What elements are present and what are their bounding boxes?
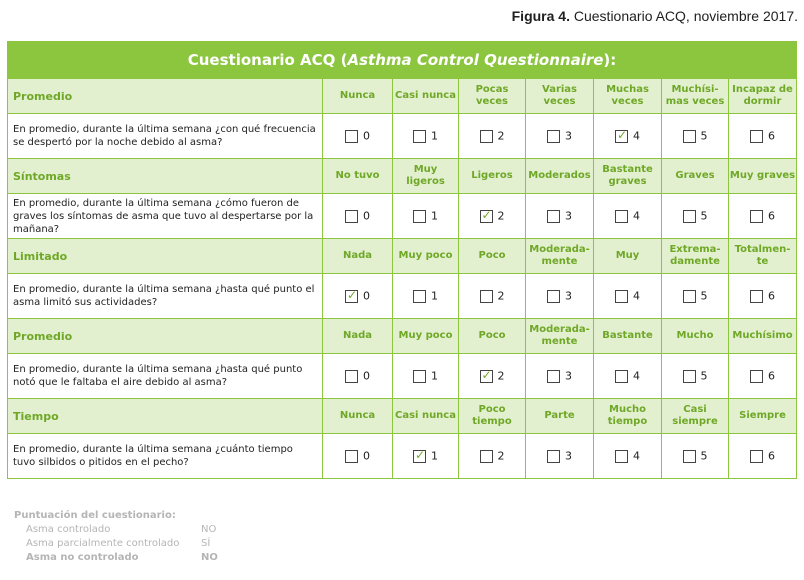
checked-checkbox[interactable] xyxy=(480,367,493,383)
checkbox[interactable] xyxy=(750,210,763,223)
answer-number: 1 xyxy=(431,449,438,463)
checkmark-icon: ✓ xyxy=(347,287,358,302)
option-label: Moderada-mente xyxy=(526,319,594,354)
answer-number: 1 xyxy=(431,129,438,143)
answer-number: 3 xyxy=(565,449,572,463)
answer-number: 3 xyxy=(565,369,572,383)
option-label: Incapaz de dormir xyxy=(729,79,797,114)
checkbox[interactable] xyxy=(547,370,560,383)
score-summary xyxy=(14,509,218,565)
answer-number: 0 xyxy=(363,289,370,303)
answer-number: 2 xyxy=(497,129,505,143)
option-label: No tuvo xyxy=(323,159,393,194)
answer-cell xyxy=(662,274,729,319)
answer-cell xyxy=(662,434,729,479)
answer-cell xyxy=(729,114,797,159)
option-label: Bastante xyxy=(594,319,662,354)
option-label: Casi nunca xyxy=(393,79,459,114)
question-row xyxy=(8,194,797,239)
checkbox[interactable] xyxy=(345,130,358,143)
score-row xyxy=(14,551,218,565)
question-row xyxy=(8,274,797,319)
option-label: Muy poco xyxy=(393,239,459,274)
answer-cell xyxy=(594,194,662,239)
answer-number: 4 xyxy=(633,289,640,303)
section-header-row xyxy=(8,319,797,354)
option-label: Pocas veces xyxy=(459,79,526,114)
option-label: Poco xyxy=(459,319,526,354)
answer-number: 0 xyxy=(363,209,370,223)
checkbox[interactable] xyxy=(683,450,696,463)
acq-table xyxy=(7,41,797,479)
answer-cell xyxy=(393,114,459,159)
question-row xyxy=(8,114,797,159)
score-row xyxy=(14,523,217,537)
option-label: Graves xyxy=(662,159,729,194)
checkbox[interactable] xyxy=(750,130,763,143)
section-label: Síntomas xyxy=(8,159,323,194)
checkbox[interactable] xyxy=(413,290,426,303)
answer-cell xyxy=(393,194,459,239)
checkbox[interactable] xyxy=(480,290,493,303)
answer-cell xyxy=(729,274,797,319)
option-label: Nada xyxy=(323,319,393,354)
checkbox[interactable] xyxy=(750,290,763,303)
section-label: Promedio xyxy=(8,319,323,354)
question-text: En promedio, durante la última semana ¿hasta qué punto notó que le faltaba el aire debido al asma? xyxy=(8,354,323,399)
answer-cell xyxy=(459,194,526,239)
answer-number: 4 xyxy=(633,209,640,223)
option-label: Parte xyxy=(526,399,594,434)
answer-number: 0 xyxy=(363,129,370,143)
score-value: NO xyxy=(201,524,217,535)
option-label: Moderados xyxy=(526,159,594,194)
section-label: Limitado xyxy=(8,239,323,274)
answer-number: 3 xyxy=(565,289,572,303)
option-label: Bastante graves xyxy=(594,159,662,194)
answer-number: 6 xyxy=(768,209,776,223)
answer-number: 6 xyxy=(768,369,776,383)
answer-number: 0 xyxy=(363,369,370,383)
answer-cell xyxy=(526,274,594,319)
answer-cell xyxy=(459,114,526,159)
answer-number: 4 xyxy=(633,449,640,463)
score-label: Asma controlado xyxy=(26,524,111,535)
checkbox[interactable] xyxy=(547,210,560,223)
checkbox[interactable] xyxy=(547,130,560,143)
answer-cell xyxy=(459,354,526,399)
answer-number: 3 xyxy=(565,209,572,223)
option-label: Nunca xyxy=(323,79,393,114)
section-header-row xyxy=(8,79,797,114)
checkbox[interactable] xyxy=(345,450,358,463)
option-label: Poco xyxy=(459,239,526,274)
option-label: Muchas veces xyxy=(594,79,662,114)
answer-number: 2 xyxy=(497,369,505,383)
table-title-italic: Asthma Control Questionnaire xyxy=(347,51,604,69)
figure-caption xyxy=(512,7,798,25)
option-label: Casi siempre xyxy=(662,399,729,434)
option-label: Casi nunca xyxy=(393,399,459,434)
option-label: Muchísi-mas veces xyxy=(662,79,729,114)
score-value: SÍ xyxy=(201,538,211,549)
answer-cell xyxy=(594,434,662,479)
answer-number: 6 xyxy=(768,129,776,143)
question-row xyxy=(8,434,797,479)
answer-cell xyxy=(662,194,729,239)
checked-checkbox[interactable] xyxy=(345,287,358,303)
answer-cell xyxy=(323,274,393,319)
option-label: Varias veces xyxy=(526,79,594,114)
checkbox[interactable] xyxy=(547,290,560,303)
checkbox[interactable] xyxy=(615,290,628,303)
checkbox[interactable] xyxy=(480,130,493,143)
option-label: Muy graves xyxy=(729,159,797,194)
section-header-row xyxy=(8,159,797,194)
option-label: Totalmen-te xyxy=(729,239,797,274)
checkbox[interactable] xyxy=(413,370,426,383)
question-text: En promedio, durante la última semana ¿hasta qué punto el asma limitó sus actividades? xyxy=(8,274,323,319)
section-label: Promedio xyxy=(8,79,323,114)
answer-number: 0 xyxy=(363,449,370,463)
answer-cell xyxy=(526,434,594,479)
checkmark-icon: ✓ xyxy=(415,447,426,462)
answer-cell xyxy=(459,434,526,479)
answer-cell xyxy=(526,194,594,239)
answer-cell xyxy=(729,434,797,479)
checkbox[interactable] xyxy=(750,450,763,463)
answer-cell xyxy=(393,274,459,319)
answer-number: 5 xyxy=(700,129,708,143)
option-label: Mucho tiempo xyxy=(594,399,662,434)
answer-number: 5 xyxy=(700,209,708,223)
answer-number: 2 xyxy=(497,209,505,223)
checkmark-icon: ✓ xyxy=(481,367,492,382)
section-header-row xyxy=(8,239,797,274)
score-label: Asma parcialmente controlado xyxy=(26,538,180,549)
option-label: Nada xyxy=(323,239,393,274)
checkbox[interactable] xyxy=(345,370,358,383)
checkbox[interactable] xyxy=(615,210,628,223)
question-text: En promedio, durante la última semana ¿con qué frecuencia se despertó por la noche debido al asma? xyxy=(8,114,323,159)
answer-number: 3 xyxy=(565,129,572,143)
checked-checkbox[interactable] xyxy=(480,207,493,223)
answer-cell xyxy=(594,114,662,159)
figure-caption-prefix: Figura 4. xyxy=(511,8,570,24)
score-value: NO xyxy=(201,552,218,563)
checkbox[interactable] xyxy=(413,210,426,223)
answer-cell xyxy=(594,274,662,319)
answer-number: 2 xyxy=(497,289,505,303)
answer-number: 6 xyxy=(768,289,776,303)
answer-cell xyxy=(662,354,729,399)
answer-cell xyxy=(729,354,797,399)
checkbox[interactable] xyxy=(683,130,696,143)
answer-number: 2 xyxy=(497,449,505,463)
answer-cell xyxy=(323,434,393,479)
checkbox[interactable] xyxy=(413,130,426,143)
option-label: Mucho xyxy=(662,319,729,354)
answer-number: 5 xyxy=(700,289,708,303)
answer-cell xyxy=(729,194,797,239)
option-label: Muchísimo xyxy=(729,319,797,354)
answer-cell xyxy=(526,114,594,159)
option-label: Extrema-damente xyxy=(662,239,729,274)
answer-cell xyxy=(594,354,662,399)
answer-cell xyxy=(393,354,459,399)
option-label: Poco tiempo xyxy=(459,399,526,434)
score-row xyxy=(14,537,211,551)
answer-cell xyxy=(323,114,393,159)
checkbox[interactable] xyxy=(547,450,560,463)
answer-cell xyxy=(323,194,393,239)
checkmark-icon: ✓ xyxy=(481,207,492,222)
score-label: Asma no controlado xyxy=(26,552,139,563)
checkbox[interactable] xyxy=(615,450,628,463)
checkbox[interactable] xyxy=(480,450,493,463)
option-label: Muy xyxy=(594,239,662,274)
checkbox[interactable] xyxy=(683,290,696,303)
checkbox[interactable] xyxy=(683,210,696,223)
answer-number: 1 xyxy=(431,369,438,383)
figure-caption-text: Cuestionario ACQ, noviembre 2017. xyxy=(569,8,798,24)
option-label: Nunca xyxy=(323,399,393,434)
answer-number: 4 xyxy=(633,129,640,143)
question-text: En promedio, durante la última semana ¿cuánto tiempo tuvo silbidos o pitidos en el pecho? xyxy=(8,434,323,479)
answer-cell xyxy=(526,354,594,399)
section-label: Tiempo xyxy=(8,399,323,434)
answer-number: 5 xyxy=(700,369,708,383)
checked-checkbox[interactable] xyxy=(413,447,426,463)
score-heading: Puntuación del cuestionario: xyxy=(14,510,176,521)
checkbox[interactable] xyxy=(750,370,763,383)
option-label: Muy poco xyxy=(393,319,459,354)
answer-cell xyxy=(662,114,729,159)
table-title: Cuestionario ACQ (Asthma Control Questionnaire): xyxy=(8,42,797,79)
answer-number: 5 xyxy=(700,449,708,463)
question-text: En promedio, durante la última semana ¿cómo fueron de graves los síntomas de asma que tuvo al despertarse por la mañana? xyxy=(8,194,323,239)
checkbox[interactable] xyxy=(683,370,696,383)
option-label: Ligeros xyxy=(459,159,526,194)
checked-checkbox[interactable] xyxy=(615,127,628,143)
answer-number: 4 xyxy=(633,369,640,383)
answer-cell xyxy=(459,274,526,319)
option-label: Siempre xyxy=(729,399,797,434)
checkmark-icon: ✓ xyxy=(617,127,628,142)
answer-number: 1 xyxy=(431,209,438,223)
question-row xyxy=(8,354,797,399)
checkbox[interactable] xyxy=(615,370,628,383)
option-label: Moderada-mente xyxy=(526,239,594,274)
option-label: Muy ligeros xyxy=(393,159,459,194)
answer-cell xyxy=(323,354,393,399)
answer-number: 1 xyxy=(431,289,438,303)
checkbox[interactable] xyxy=(345,210,358,223)
answer-cell xyxy=(393,434,459,479)
section-header-row xyxy=(8,399,797,434)
answer-number: 6 xyxy=(768,449,776,463)
